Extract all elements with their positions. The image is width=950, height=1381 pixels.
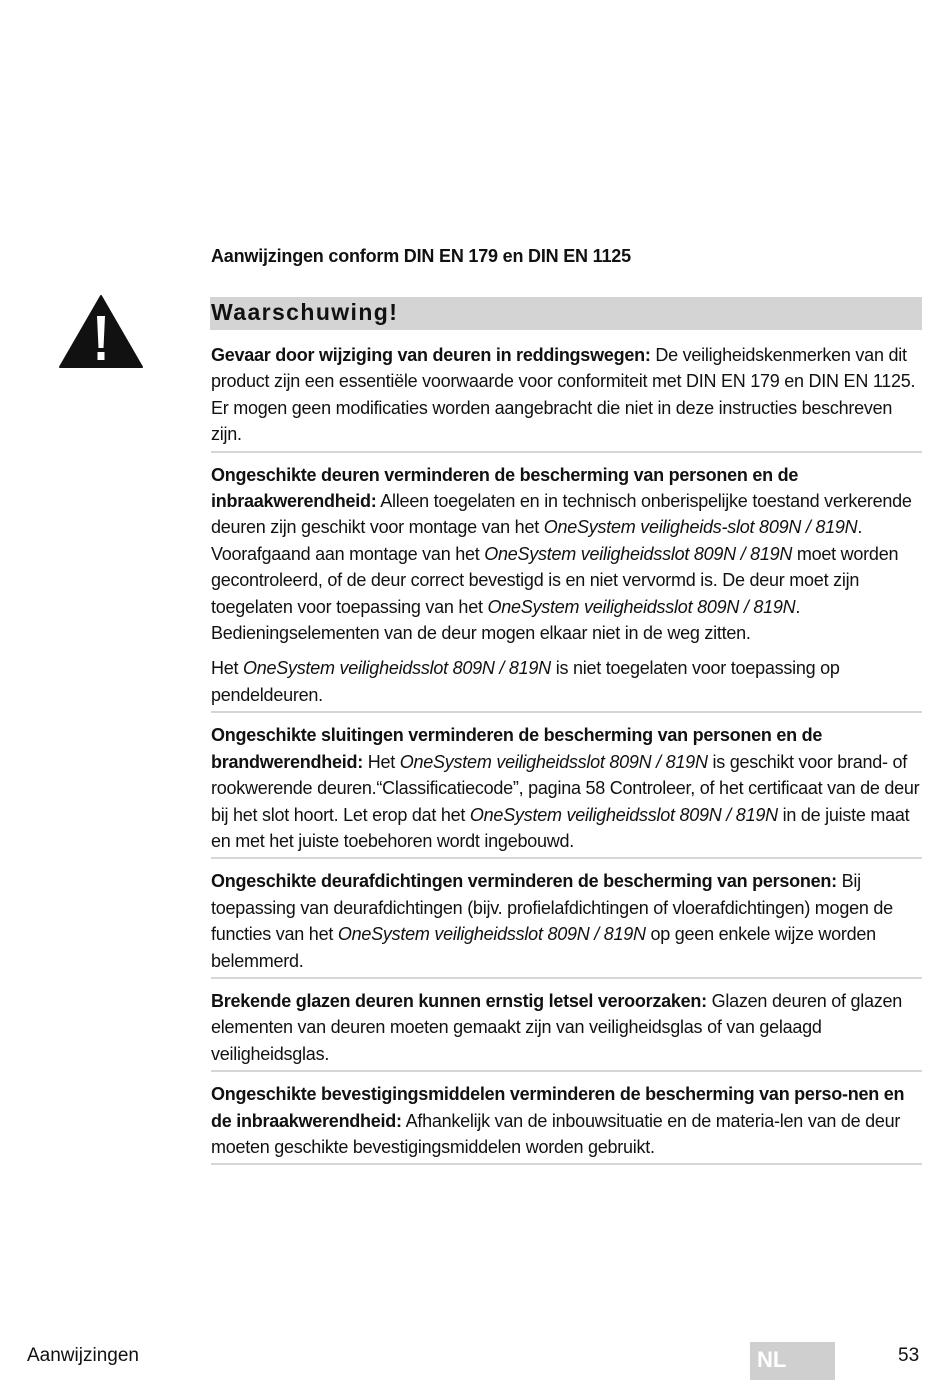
- product-name: OneSystem veiligheidsslot 809N / 819N: [487, 596, 796, 617]
- paragraph-text: moet worden gecontroleerd, of de deur correct bevestigd is en niet vervormd is. De deur moet zijn toegelaten voor toepassing van het: [211, 543, 899, 617]
- product-name: OneSystem veiligheidsslot 809N / 819N: [399, 751, 708, 772]
- paragraph-lead: Ongeschikte sluitingen verminderen de bescherming van personen en de brandwerendheid:: [211, 725, 823, 772]
- paragraph-text: De veiligheidskenmerken van dit product zijn een essentiële voorwaarde voor conformiteit met DIN EN 179 en DIN EN 1125. Er mogen geen modificaties worden aangebracht die niet in deze instructies beschreven zijn.: [211, 345, 916, 445]
- product-name: OneSystem veiligheidsslot 809N / 819N: [337, 924, 646, 945]
- warning-triangle-icon: [58, 294, 144, 370]
- paragraph-unsuitable-locks: [211, 722, 922, 854]
- warning-content: [211, 342, 922, 1174]
- paragraph-text: . Voorafgaand aan montage van het: [211, 517, 863, 564]
- block-unsuitable-doors: [211, 462, 922, 647]
- paragraph-unsuitable-doors: [211, 462, 922, 647]
- warning-title: Waarschuwing!: [210, 297, 922, 330]
- product-name: OneSystem veiligheids-slot 809N / 819N: [543, 517, 858, 538]
- language-tab: NL: [750, 1342, 835, 1380]
- product-name: OneSystem veiligheidsslot 809N / 819N: [243, 658, 551, 679]
- paragraph-fasteners: [211, 1081, 922, 1160]
- block-swing-doors: [211, 655, 922, 713]
- paragraph-text: . Bedieningselementen van de deur mogen elkaar niet in de weg zitten.: [211, 596, 801, 644]
- paragraph-swing-doors: [211, 655, 922, 708]
- paragraph-lead: Gevaar door wijziging van deuren in reddingswegen:: [211, 345, 651, 365]
- product-name: OneSystem veiligheidsslot 809N / 819N: [469, 804, 778, 825]
- paragraph-text: Het: [211, 658, 244, 679]
- section-heading: Aanwijzingen conform DIN EN 179 en DIN EN 1125: [211, 246, 631, 266]
- paragraph-text: Afhankelijk van de inbouwsituatie en de materia-len van de deur moeten geschikte bevestigingsmiddelen worden gebruikt.: [211, 1110, 901, 1157]
- paragraph-text: Glazen deuren of glazen elementen van deuren moeten gemaakt zijn van veiligheidsglas of van gelaagd veiligheidsglas.: [211, 990, 903, 1064]
- paragraph-glass-doors: [211, 988, 922, 1067]
- block-escape-routes: [211, 342, 922, 453]
- paragraph-text: Het: [363, 751, 400, 772]
- paragraph-lead: Ongeschikte deuren verminderen de bescherming van personen en de inbraakwerendheid:: [211, 464, 799, 512]
- block-fasteners: [211, 1081, 922, 1165]
- block-unsuitable-locks: [211, 722, 922, 859]
- paragraph-text: is geschikt voor brand- of rookwerende deuren.“Classificatiecode”, pagina 58 Controleer, of het certificaat van de deur bij het slot hoort. Let erop dat het: [211, 751, 920, 825]
- footer-section-title: Aanwijzingen: [27, 1345, 139, 1366]
- paragraph-escape-routes: [211, 342, 922, 448]
- paragraph-door-seals: [211, 868, 922, 974]
- page-number: 53: [898, 1345, 920, 1366]
- paragraph-text: op geen enkele wijze worden belemmerd.: [211, 924, 876, 971]
- paragraph-lead: Brekende glazen deuren kunnen ernstig letsel veroorzaken:: [211, 990, 707, 1011]
- paragraph-text: Alleen toegelaten en in technisch onberispelijke toestand verkerende deuren zijn geschikt voor montage van het: [211, 491, 912, 538]
- product-name: OneSystem veiligheidsslot 809N / 819N: [484, 543, 793, 564]
- paragraph-text: is niet toegelaten voor toepassing op pendeldeuren.: [211, 658, 840, 705]
- paragraph-text: Bij toepassing van deurafdichtingen (bijv. profielafdichtingen of vloerafdichtingen) mogen de functies van het: [211, 871, 893, 945]
- block-glass-doors: [211, 988, 922, 1072]
- paragraph-lead: Ongeschikte deurafdichtingen verminderen de bescherming van personen:: [211, 871, 837, 892]
- paragraph-lead: Ongeschikte bevestigingsmiddelen verminderen de bescherming van perso-nen en de inbraakwerendheid:: [211, 1084, 905, 1131]
- paragraph-text: in de juiste maat en met het juiste toebehoren wordt ingebouwd.: [211, 804, 910, 851]
- block-door-seals: [211, 868, 922, 979]
